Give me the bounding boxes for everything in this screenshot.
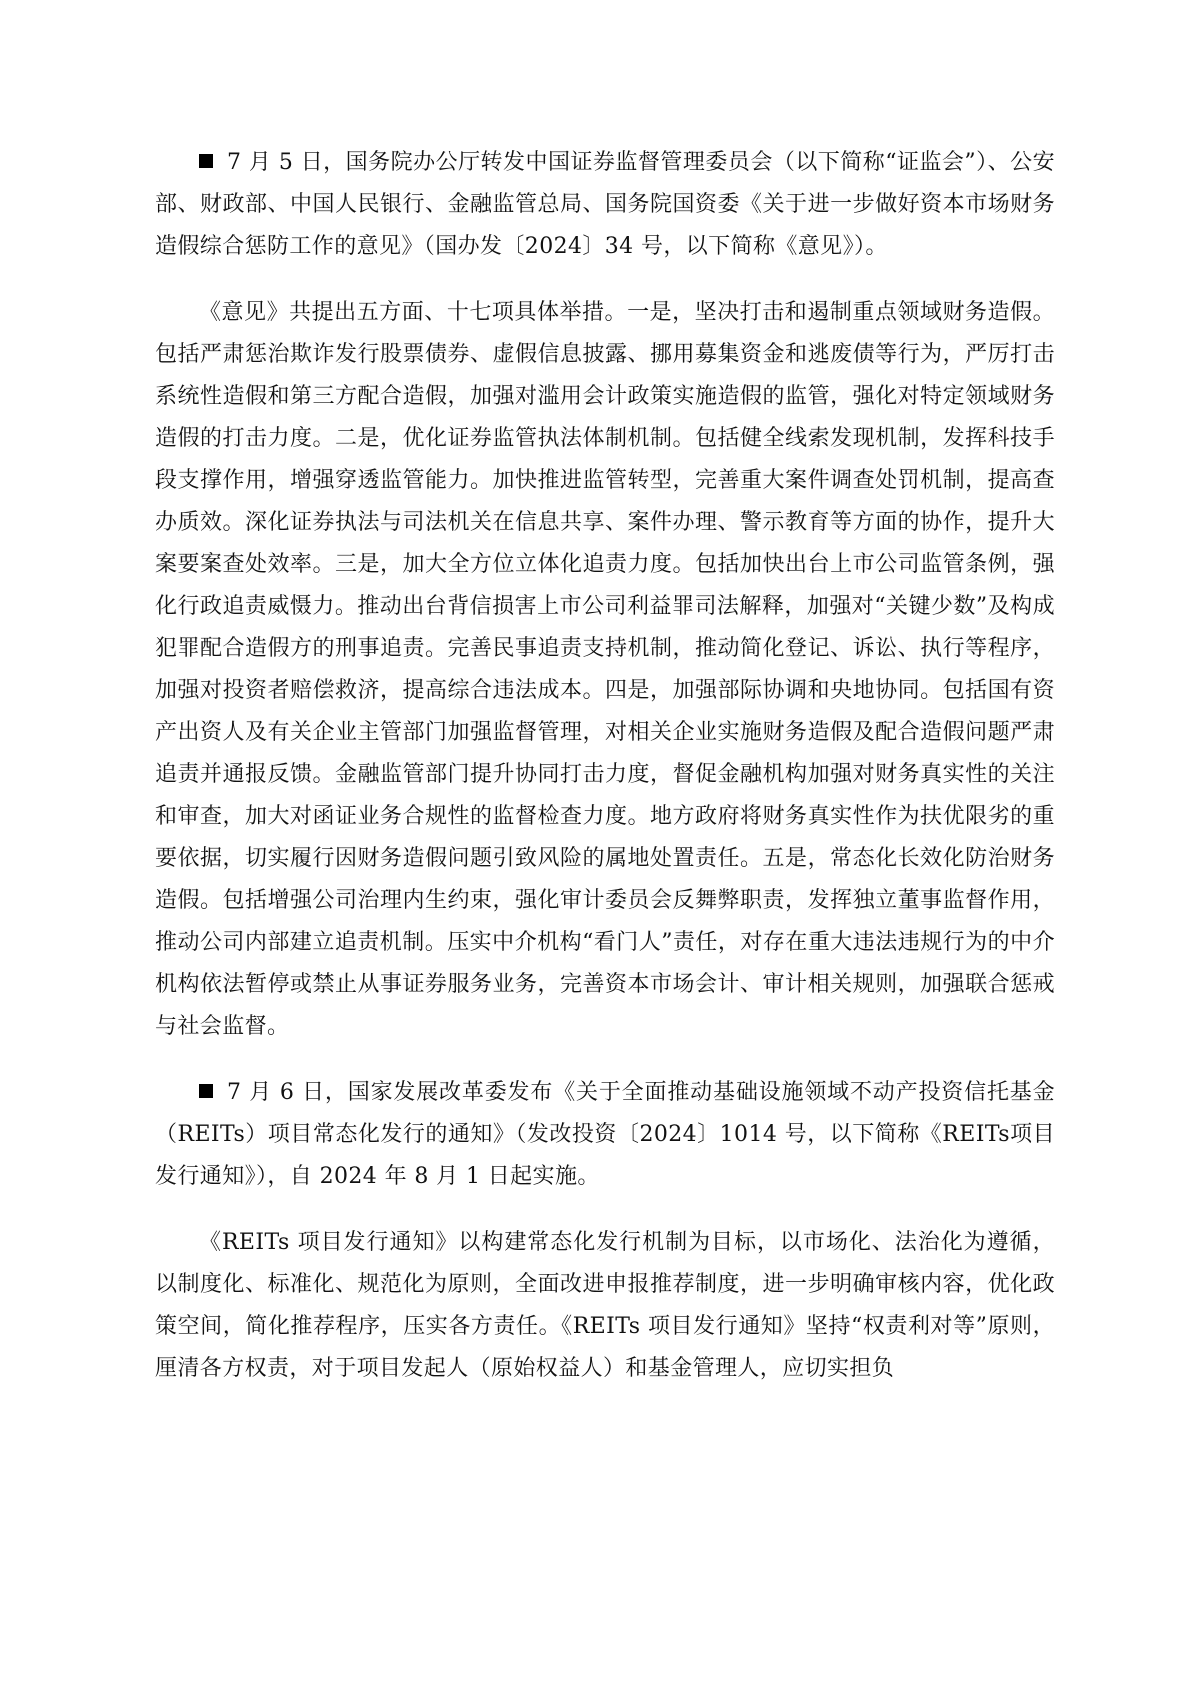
body-paragraph — [155, 1222, 1055, 1390]
paragraph-text: 《REITs 项目发行通知》以构建常态化发行机制为目标，以市场化、法治化为遵循，以制度化、标准化、规范化为原则，全面改进申报推荐制度，进一步明确审核内容，优化政策空间，简化推荐程序，压实各方责任。《REITs 项目发行通知》坚持“权责利对等”原则，厘清各方权责，对于项目发起人（原始权益人）和基金管理人，应切实担负 — [155, 1230, 1055, 1381]
document-body — [155, 142, 1055, 1414]
body-paragraph — [155, 292, 1055, 1048]
paragraph-text: 《意见》共提出五方面、十七项具体举措。一是，坚决打击和遏制重点领域财务造假。包括严肃惩治欺诈发行股票债券、虚假信息披露、挪用募集资金和逃废债等行为，严厉打击系统性造假和第三方配合造假，加强对滥用会计政策实施造假的监管，强化对特定领域财务造假的打击力度。二是，优化证券监管执法体制机制。包括健全线索发现机制，发挥科技手段支撑作用，增强穿透监管能力。加快推进监管转型，完善重大案件调查处罚机制，提高查办质效。深化证券执法与司法机关在信息共享、案件办理、警示教育等方面的协作，提升大案要案查处效率。三是，加大全方位立体化追责力度。包括加快出台上市公司监管条例，强化行政追责威慑力。推动出台背信损害上市公司利益罪司法解释，加强对“关键少数”及构成犯罪配合造假方的刑事追责。完善民事追责支持机制，推动简化登记、诉讼、执行等程序，加强对投资者赔偿救济，提高综合违法成本。四是，加强部际协调和央地协同。包括国有资产出资人及有关企业主管部门加强监督管理，对相关企业实施财务造假及配合造假问题严肃追责并通报反馈。金融监管部门提升协同打击力度，督促金融机构加强对财务真实性的关注和审查，加大对函证业务合规性的监督检查力度。地方政府将财务真实性作为扶优限劣的重要依据，切实履行因财务造假问题引致风险的属地处置责任。五是，常态化长效化防治财务造假。包括增强公司治理内生约束，强化审计委员会反舞弊职责，发挥独立董事监督作用，推动公司内部建立追责机制。压实中介机构“看门人”责任，对存在重大违法违规行为的中介机构依法暂停或禁止从事证券服务业务，完善资本市场会计、审计相关规则，加强联合惩戒与社会监督。 — [155, 300, 1055, 1039]
square-bullet-icon — [199, 154, 213, 168]
news-item-paragraph — [155, 142, 1055, 268]
news-item-paragraph — [155, 1072, 1055, 1198]
paragraph-text: 7 月 6 日，国家发展改革委发布《关于全面推动基础设施领域不动产投资信托基金（REITs）项目常态化发行的通知》（发改投资〔2024〕1014 号，以下简称《REITs项目发行通知》），自 2024 年 8 月 1 日起实施。 — [155, 1080, 1055, 1189]
paragraph-text: 7 月 5 日，国务院办公厅转发中国证券监督管理委员会（以下简称“证监会”）、公安部、财政部、中国人民银行、金融监管总局、国务院国资委《关于进一步做好资本市场财务造假综合惩防工作的意见》（国办发〔2024〕34 号，以下简称《意见》）。 — [155, 150, 1055, 259]
square-bullet-icon — [199, 1084, 213, 1098]
